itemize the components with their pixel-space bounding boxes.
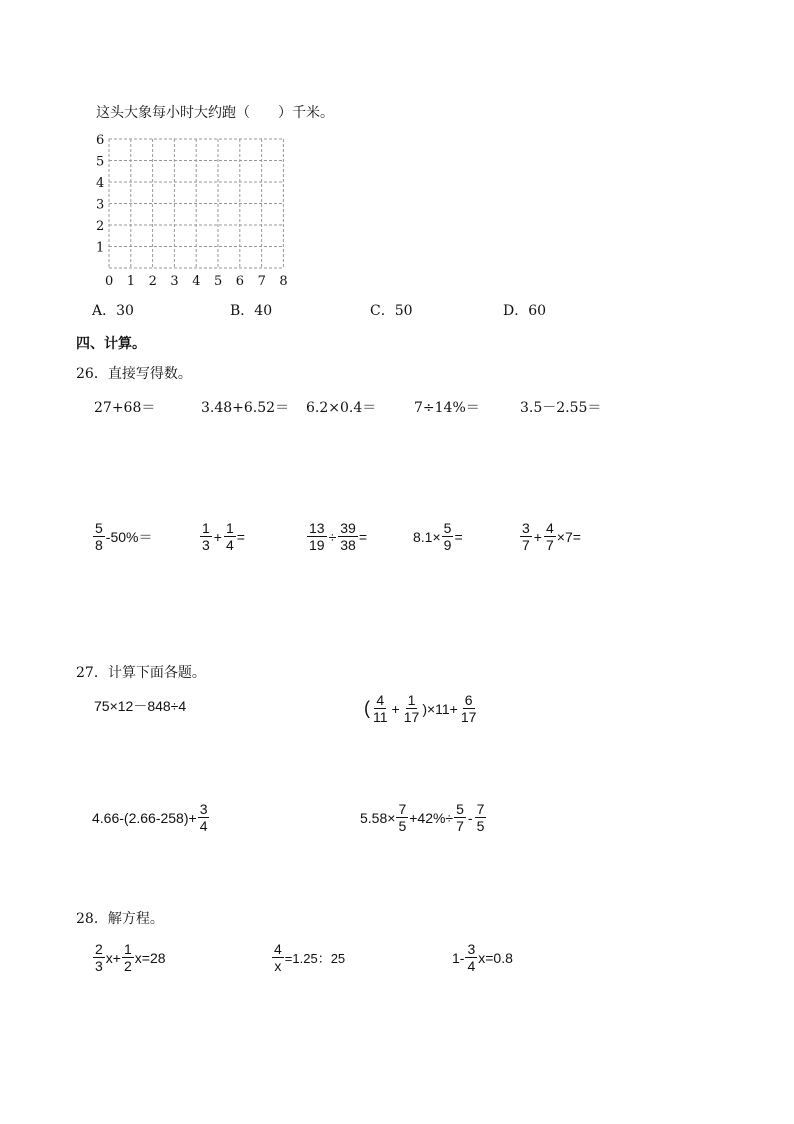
fraction (544, 520, 556, 553)
q28-title: 28．解方程。 (76, 911, 164, 927)
grid-x-label: 2 (148, 274, 157, 289)
numerator: 6 (464, 692, 473, 708)
expr-lead: 4.66-(2.66-258)+ (92, 809, 197, 826)
option-c[interactable]: C．50 (370, 303, 413, 319)
denominator: 38 (340, 537, 356, 553)
expr-tail: = (358, 528, 368, 545)
numerator: 2 (95, 941, 103, 957)
q26-r1-e3: 6.2×0.4＝ (306, 400, 377, 416)
fraction (454, 801, 466, 834)
grid-y-label: 3 (96, 197, 105, 213)
q26-r2-e2 (199, 520, 245, 553)
grid-y-label: 1 (96, 240, 105, 256)
denominator: 17 (403, 709, 420, 725)
option-a[interactable]: A．30 (92, 303, 134, 319)
expr-lead: 8.1× (413, 528, 441, 545)
denominator: 8 (95, 537, 103, 553)
denominator: 7 (522, 537, 530, 553)
q28-e3 (452, 941, 513, 974)
grid-x-label: 1 (126, 274, 136, 289)
numerator: 1 (123, 941, 132, 957)
denominator: 5 (476, 818, 485, 834)
fraction (200, 520, 212, 553)
grid-x-label: 7 (257, 274, 266, 289)
numerator: 5 (456, 801, 464, 817)
fraction (307, 520, 327, 553)
grid-x-label: 4 (192, 274, 201, 289)
numerator: 7 (476, 801, 485, 817)
numerator: 39 (340, 520, 356, 536)
fraction (198, 801, 210, 834)
grid-svg (86, 130, 301, 290)
fraction (396, 801, 408, 834)
q26-r2-e1 (92, 520, 152, 553)
denominator: 19 (309, 537, 325, 553)
fraction (272, 941, 284, 974)
numerator: 3 (199, 801, 208, 817)
denominator: 3 (95, 958, 103, 974)
q27-e2 (364, 692, 479, 725)
grid-x-label: 6 (235, 274, 245, 289)
denominator: 4 (225, 537, 234, 553)
fraction (224, 520, 236, 553)
fraction (459, 692, 479, 725)
q26-r2-e3 (306, 520, 367, 553)
grid-x-label: 0 (105, 274, 114, 289)
denominator: 4 (467, 958, 476, 974)
open-paren: ( (364, 698, 370, 718)
denominator: 4 (199, 818, 208, 834)
fraction (122, 941, 134, 974)
q25-stem: 这头大象每小时大约跑（ ）千米。 (96, 105, 334, 121)
q27-title: 27．计算下面各题。 (76, 665, 206, 681)
numerator: 4 (274, 941, 282, 957)
expr-tail: = (454, 528, 463, 545)
expr-mid: x+ (105, 949, 121, 966)
speed-grid (86, 130, 301, 290)
option-d[interactable]: D．60 (503, 303, 547, 319)
q26-r1-e4: 7÷14%＝ (414, 400, 480, 416)
grid-x-label: 3 (170, 274, 179, 289)
expr-mid: )×11+ (422, 700, 458, 717)
numerator: 1 (202, 520, 210, 536)
q28-e2 (271, 941, 345, 974)
operator: + (533, 528, 542, 545)
q26-r2-e4 (413, 520, 463, 553)
denominator: 7 (545, 537, 554, 553)
expr-tail: =1.25：25 (284, 951, 346, 966)
operator: + (213, 528, 222, 545)
denominator: 3 (202, 537, 210, 553)
operator: ÷ (328, 528, 337, 545)
fraction (442, 520, 454, 553)
denominator: 5 (398, 818, 407, 834)
q27-e3 (92, 801, 210, 834)
expr-tail: ×7= (556, 528, 581, 545)
denominator: 9 (443, 537, 452, 553)
q26-r2-e5 (519, 520, 581, 553)
section-title: 四、计算。 (76, 336, 146, 352)
fraction (93, 941, 105, 974)
q26-r1-e5: 3.5－2.55＝ (520, 400, 602, 416)
expr-tail: x=28 (134, 949, 166, 966)
numerator: 4 (376, 692, 385, 708)
denominator: 7 (456, 818, 464, 834)
fraction (465, 941, 477, 974)
operator: + (391, 700, 400, 717)
grid-y-label: 5 (96, 154, 105, 170)
grid-y-label: 6 (96, 133, 105, 148)
denominator: 2 (123, 958, 132, 974)
fraction (475, 801, 487, 834)
q28-e1 (92, 941, 166, 974)
q26-title: 26．直接写得数。 (76, 366, 192, 382)
numerator: 4 (545, 520, 554, 536)
fraction (338, 520, 358, 553)
numerator: 3 (467, 941, 476, 957)
option-b[interactable]: B．40 (230, 303, 273, 319)
numerator: 1 (225, 520, 234, 536)
fraction (371, 692, 390, 725)
fraction (93, 520, 105, 553)
fraction (520, 520, 532, 553)
grid-x-label: 5 (214, 274, 223, 289)
expr-lead: 5.58× (360, 809, 396, 826)
numerator: 7 (398, 801, 407, 817)
expr-lead: 1- (452, 949, 465, 966)
grid-x-label: 8 (279, 274, 288, 289)
expr-mid: +42%÷ (409, 809, 454, 826)
numerator: 5 (95, 520, 103, 536)
denominator: 17 (460, 709, 477, 725)
expr-tail: = (236, 528, 245, 545)
q26-r1-e2: 3.48+6.52＝ (201, 400, 290, 416)
fraction (402, 692, 422, 725)
grid-y-label: 2 (96, 219, 105, 234)
q27-e4 (360, 801, 487, 834)
grid-y-label: 4 (96, 176, 105, 191)
operator: - (467, 809, 473, 826)
numerator: 1 (407, 692, 416, 708)
denominator: x (274, 958, 282, 974)
numerator: 13 (309, 520, 325, 536)
numerator: 3 (522, 520, 530, 536)
q26-r1-e1: 27+68＝ (94, 400, 156, 416)
numerator: 5 (443, 520, 452, 536)
q27-e1: 75×12－848÷4 (94, 698, 187, 714)
expr-tail: x=0.8 (478, 949, 513, 966)
expr-tail: -50%＝ (105, 528, 153, 545)
denominator: 11 (373, 709, 388, 725)
